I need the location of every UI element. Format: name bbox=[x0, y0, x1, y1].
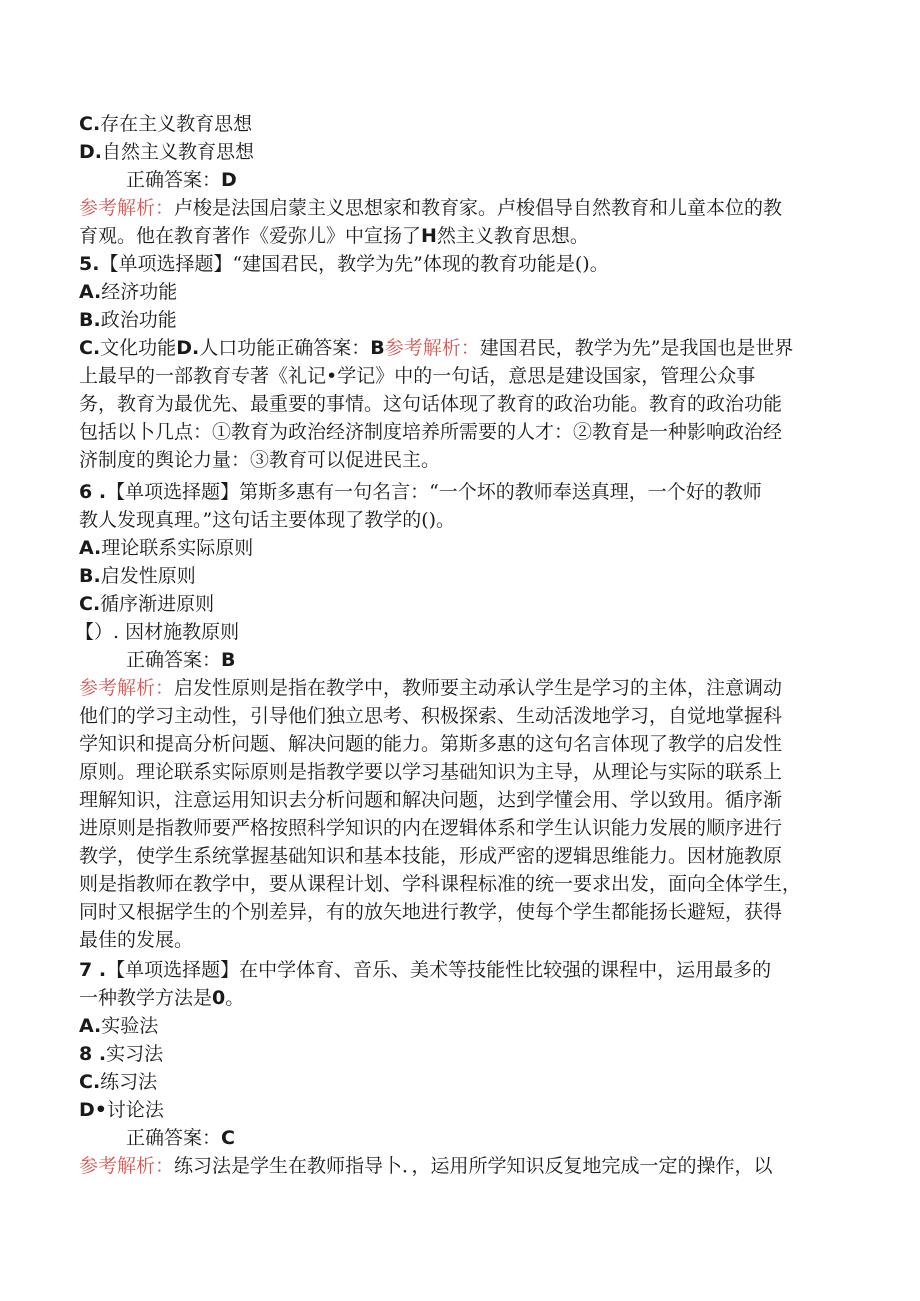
q6-analysis-line-10: 最佳的发展。 bbox=[79, 929, 194, 951]
q6-option-a: A.理论联系实际原则 bbox=[79, 537, 254, 559]
q6-analysis-line-7: 教学，使学生系统掌握基础知识和基本技能，形成严密的逻辑思维能力。因材施教原 bbox=[79, 845, 783, 867]
analysis-label: 参考解析： bbox=[79, 677, 175, 699]
q7-answer: 正确答案：C bbox=[126, 1127, 235, 1149]
q7-option-c: C.练习法 bbox=[79, 1071, 158, 1093]
q7-stem-line-1: 7 .【单项选择题】在中学体育、音乐、美术等技能性比较强的课程中，运用最多的 bbox=[79, 959, 772, 981]
q5-analysis-line-3: 包括以卜几点：①教育为政治经济制度培养所需要的人才：②教育是一种影响政治经 bbox=[79, 421, 783, 443]
q6-analysis-line-3: 学知识和提高分析问题、解决问题的能力。第斯多惠的这句名言体现了教学的启发性 bbox=[79, 733, 783, 755]
q6-option-d: 【）. 因材施教原则 bbox=[75, 621, 240, 643]
analysis-label: 参考解析： bbox=[79, 1155, 175, 1177]
q5-option-a: A.经济功能 bbox=[79, 281, 178, 303]
analysis-label: 参考解析： bbox=[384, 337, 480, 359]
q6-analysis-line-6: 进原则是指教师要严格按照科学知识的内在逻辑体系和学生认识能力发展的顺序进行 bbox=[79, 817, 783, 839]
q6-analysis-line-1: 参考解析：启发性原则是指在教学中，教师要主动承认学生是学习的主体，注意调动 bbox=[79, 677, 783, 699]
q5-analysis-line-4: 济制度的舆论力量：③教育可以促进民主。 bbox=[79, 449, 441, 471]
q6-analysis-line-2: 他们的学习主动性，引导他们独立思考、积极探索、生动活泼地学习，自觉地掌握科 bbox=[79, 705, 783, 727]
q7-analysis-line-1: 参考解析：练习法是学生在教师指导卜．，运用所学知识反复地完成一定的操作，以 bbox=[79, 1155, 773, 1177]
q5-stem: 5.【单项选择题】“建国君民，教学为先”体现的教育功能是()。 bbox=[79, 253, 609, 275]
q7-option-b: 8 .实习法 bbox=[79, 1043, 164, 1065]
q5-option-cd-answer: C.文化功能D.人口功能正确答案：B参考解析：建国君民，教学为先”是我国也是世界 bbox=[79, 337, 794, 359]
q4-option-c: C.存在主义教育思想 bbox=[79, 113, 253, 135]
q6-analysis-line-8: 则是指教师在教学中，要从课程计划、学科课程标准的统一要求出发，面向全体学生， bbox=[79, 873, 802, 895]
q6-option-b: B.启发性原则 bbox=[79, 565, 196, 587]
q6-analysis-line-9: 同时又根据学生的个别差异，有的放矢地进行教学，使每个学生都能扬长避短，获得 bbox=[79, 901, 783, 923]
q6-option-c: C.循序渐进原则 bbox=[79, 593, 215, 615]
q6-analysis-line-5: 理解知识，注意运用知识去分析问题和解决问题，达到学懂会用、学以致用。循序渐 bbox=[79, 789, 783, 811]
q5-analysis-line-2: 务，教育为最优先、最重要的事情。这句话体现了教育的政治功能。教育的政治功能 bbox=[79, 393, 783, 415]
q4-option-d: D.自然主义教育思想 bbox=[79, 141, 255, 163]
q4-analysis-line-2: 育观。他在教育著作《爱弥儿》中宣扬了H然主义教育思想。 bbox=[79, 225, 589, 247]
q6-stem-line-1: 6 .【单项选择题】第斯多惠有一句名言：“一个坏的教师奉送真理，一个好的教师 bbox=[79, 481, 762, 503]
q4-analysis-line-1: 参考解析：卢梭是法国启蒙主义思想家和教育家。卢梭倡导自然教育和儿童本位的教 bbox=[79, 197, 783, 219]
q6-analysis-line-4: 原则。理论联系实际原则是指教学要以学习基础知识为主导，从理论与实际的联系上 bbox=[79, 761, 783, 783]
q4-answer: 正确答案：D bbox=[126, 169, 237, 191]
q5-analysis-line-1: 上最早的一部教育专著《礼记•学记》中的一句话，意思是建设国家，管理公众事 bbox=[79, 365, 756, 387]
q7-option-d: D•讨论法 bbox=[79, 1099, 164, 1121]
q6-stem-line-2: 教人发现真理。”这句话主要体现了教学的()。 bbox=[79, 509, 456, 531]
q5-option-b: B.政治功能 bbox=[79, 309, 177, 331]
q7-stem-line-2: 一种教学方法是0。 bbox=[79, 987, 245, 1009]
q6-answer: 正确答案：B bbox=[126, 649, 236, 671]
analysis-label: 参考解析： bbox=[79, 197, 175, 219]
q7-option-a: A.实验法 bbox=[79, 1015, 159, 1037]
